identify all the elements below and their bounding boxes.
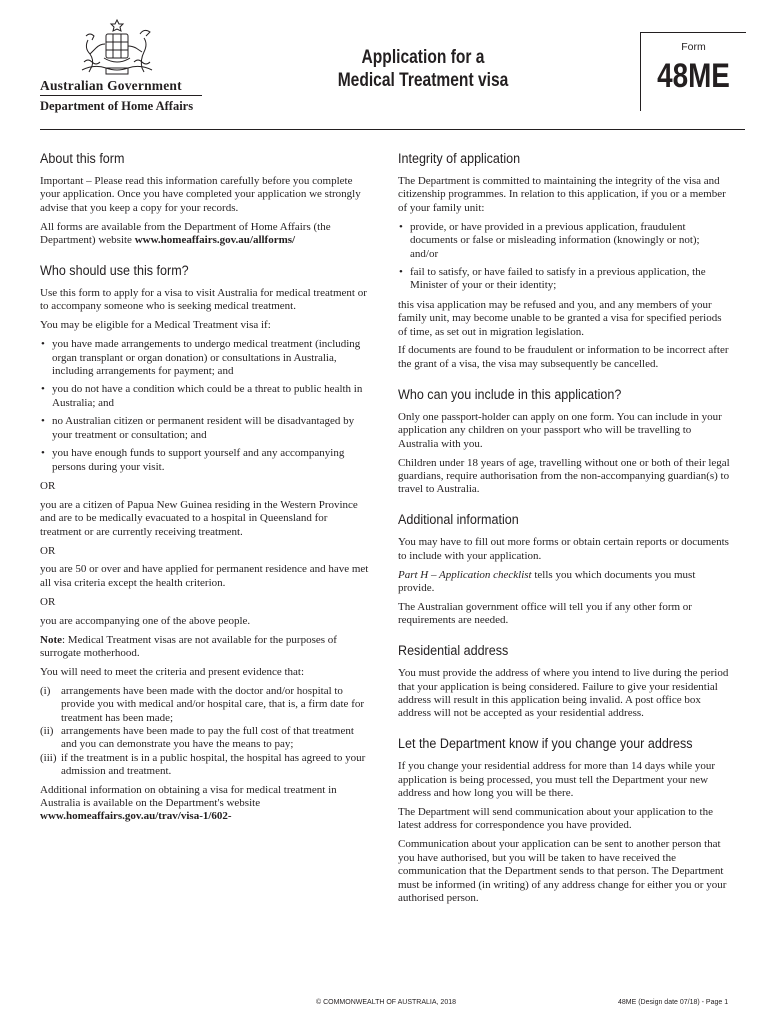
include-heading: Who can you include in this application? <box>398 386 622 402</box>
form-number-box <box>640 32 746 111</box>
residential-paragraph-1: You must provide the address of where you intend to live during the period that your application is being considered. Failure to give your residential address will result in this application being invalid. A post office box address will not be accepted as your residential address. <box>398 667 729 720</box>
or-separator: OR <box>40 544 56 557</box>
note-paragraph: Note: Medical Treatment visas are not available for the purposes of surrogate motherhood. <box>40 633 337 659</box>
who-paragraph-2: You may be eligible for a Medical Treatment visa if: <box>40 319 271 332</box>
or-separator: OR <box>40 479 56 492</box>
integrity-heading: Integrity of application <box>398 151 521 166</box>
additional-paragraph-1: You may have to fill out more forms or obtain certain reports or documents to include with your application. <box>398 536 729 562</box>
change-paragraph-3: Communication about your application can be sent to another person that you have authorised, but you will be taken to have received the communication that the Department sends to that person. The Department must be informed (in writing) of any address change for either you or your authorised person. <box>398 838 727 904</box>
criteria-intro: You will need to meet the criteria and present evidence that: <box>40 665 305 678</box>
government-name: Australian Government <box>40 78 182 93</box>
additional-info-paragraph: Additional information on obtaining a visa for medical treatment in Australia is available on the Department's website www.homeaffairs.gov.au/trav/visa-1/602- <box>40 783 337 823</box>
integrity-paragraph-1: The Department is committed to maintaining the integrity of the visa and citizenship programmes. In relation to this application, if you or a member of your family unit: <box>398 175 726 214</box>
or-separator: OR <box>40 595 56 608</box>
list-item: (i) arrangements have been made with the doctor and/or hospital to provide you with medical and/or hospital care, that is, a firm date for treatment has been made; <box>40 684 365 724</box>
include-paragraph-2: Children under 18 years of age, travelling without one or both of their legal guardians, require authorisation from the non-accompanying guardian(s) to travel to Australia. <box>398 456 730 496</box>
list-item: • provide, or have provided in a previous application, fraudulent documents or false or misleading information (knowingly or not); and/or <box>398 221 730 261</box>
allforms-link[interactable]: www.homeaffairs.gov.au/allforms/ <box>134 234 296 247</box>
over-50-paragraph: you are 50 or over and have applied for permanent residence and have met all visa criteria except the health criterion. <box>40 563 369 589</box>
accompanying-paragraph: you are accompanying one of the above people. <box>40 614 251 627</box>
who-paragraph-1: Use this form to apply for a visa to visit Australia for medical treatment or to accompany someone who is seeking medical treatment. <box>40 287 367 313</box>
list-item: • you have made arrangements to undergo medical treatment (including organ transplant or organ donation) or consultations in Australia, including arrangements for payment; and <box>40 338 370 378</box>
change-paragraph-1: If you change your residential address for more than 14 days while your application is being processed, you must tell the Department your new address and how long you will be there. <box>398 760 716 800</box>
list-item: • no Australian citizen or permanent resident will be disadvantaged by your treatment or consultation; and <box>40 415 370 442</box>
png-paragraph: you are a citizen of Papua New Guinea residing in the Western Province and are to be medically evacuated to a hospital in Queensland for treatment or are currently receiving treatment. <box>40 498 358 538</box>
criteria-list <box>40 685 370 779</box>
list-item: • you do not have a condition which could be a threat to public health in Australia; and <box>40 383 370 410</box>
list-item: • fail to satisfy, or have failed to satisfy in a previous application, the Minister of your or their identity; <box>398 266 730 293</box>
change-address-heading: Let the Department know if you change your address <box>398 736 693 752</box>
header-divider <box>40 95 202 96</box>
form-title <box>337 46 509 92</box>
department-name: Department of Home Affairs <box>40 99 194 113</box>
residential-heading: Residential address <box>398 643 509 659</box>
list-item: (ii) arrangements have been made to pay the full cost of that treatment and you can demonstrate you have the means to pay; <box>40 725 354 751</box>
form-number: 48ME <box>657 57 730 95</box>
copyright-notice: © COMMONWEALTH OF AUSTRALIA, 2018 <box>316 999 456 1006</box>
left-column <box>40 151 370 829</box>
additional-paragraph-3: The Australian government office will tell you if any other form or requirements are needed. <box>398 600 692 627</box>
form-label: Form <box>681 41 706 53</box>
form-title-line-1: Application for a <box>361 47 485 68</box>
coat-of-arms-icon <box>78 18 156 80</box>
list-item: • you have enough funds to support yourself and any accompanying persons during your visit. <box>40 447 370 474</box>
list-item: (iii) if the treatment is in a public hospital, the hospital has agreed to your admission and treatment. <box>40 751 366 778</box>
integrity-paragraph-2: this visa application may be refused and you, and any members of your family unit, may become unable to be granted a visa for specified periods of time, as set out in migration legislation. <box>398 298 722 338</box>
about-heading: About this form <box>40 151 125 166</box>
integrity-paragraph-3: If documents are found to be fraudulent or information to be incorrect after the grant of a visa, the visa may subsequently be cancelled. <box>398 344 729 370</box>
header-rule <box>40 129 745 130</box>
right-column <box>398 151 730 911</box>
about-paragraph-2: All forms are available from the Department of Home Affairs (the Department) website www.homeaffairs.gov.au/allforms/ <box>40 220 331 247</box>
change-paragraph-2: The Department will send communication about your application to the latest address for correspondence you have provided. <box>398 806 713 832</box>
integrity-list <box>398 221 730 293</box>
page-info: 48ME (Design date 07/18) - Page 1 <box>618 999 729 1006</box>
visa-info-link[interactable]: www.homeaffairs.gov.au/trav/visa-1/602- <box>40 810 232 823</box>
eligibility-list <box>40 338 370 474</box>
form-title-line-2: Medical Treatment visa <box>337 70 509 91</box>
additional-paragraph-2: Part H – Application checklist tells you which documents you must provide. <box>398 568 696 594</box>
who-heading: Who should use this form? <box>40 263 189 279</box>
additional-heading: Additional information <box>398 512 519 528</box>
about-paragraph-1: Important – Please read this information carefully before you complete your application. Once you have completed your application we strongly advise that you keep a copy for your records. <box>40 175 361 214</box>
include-paragraph-1: Only one passport-holder can apply on one form. You can include in your application any children on your passport who will be travelling to Australia with you. <box>398 410 722 450</box>
